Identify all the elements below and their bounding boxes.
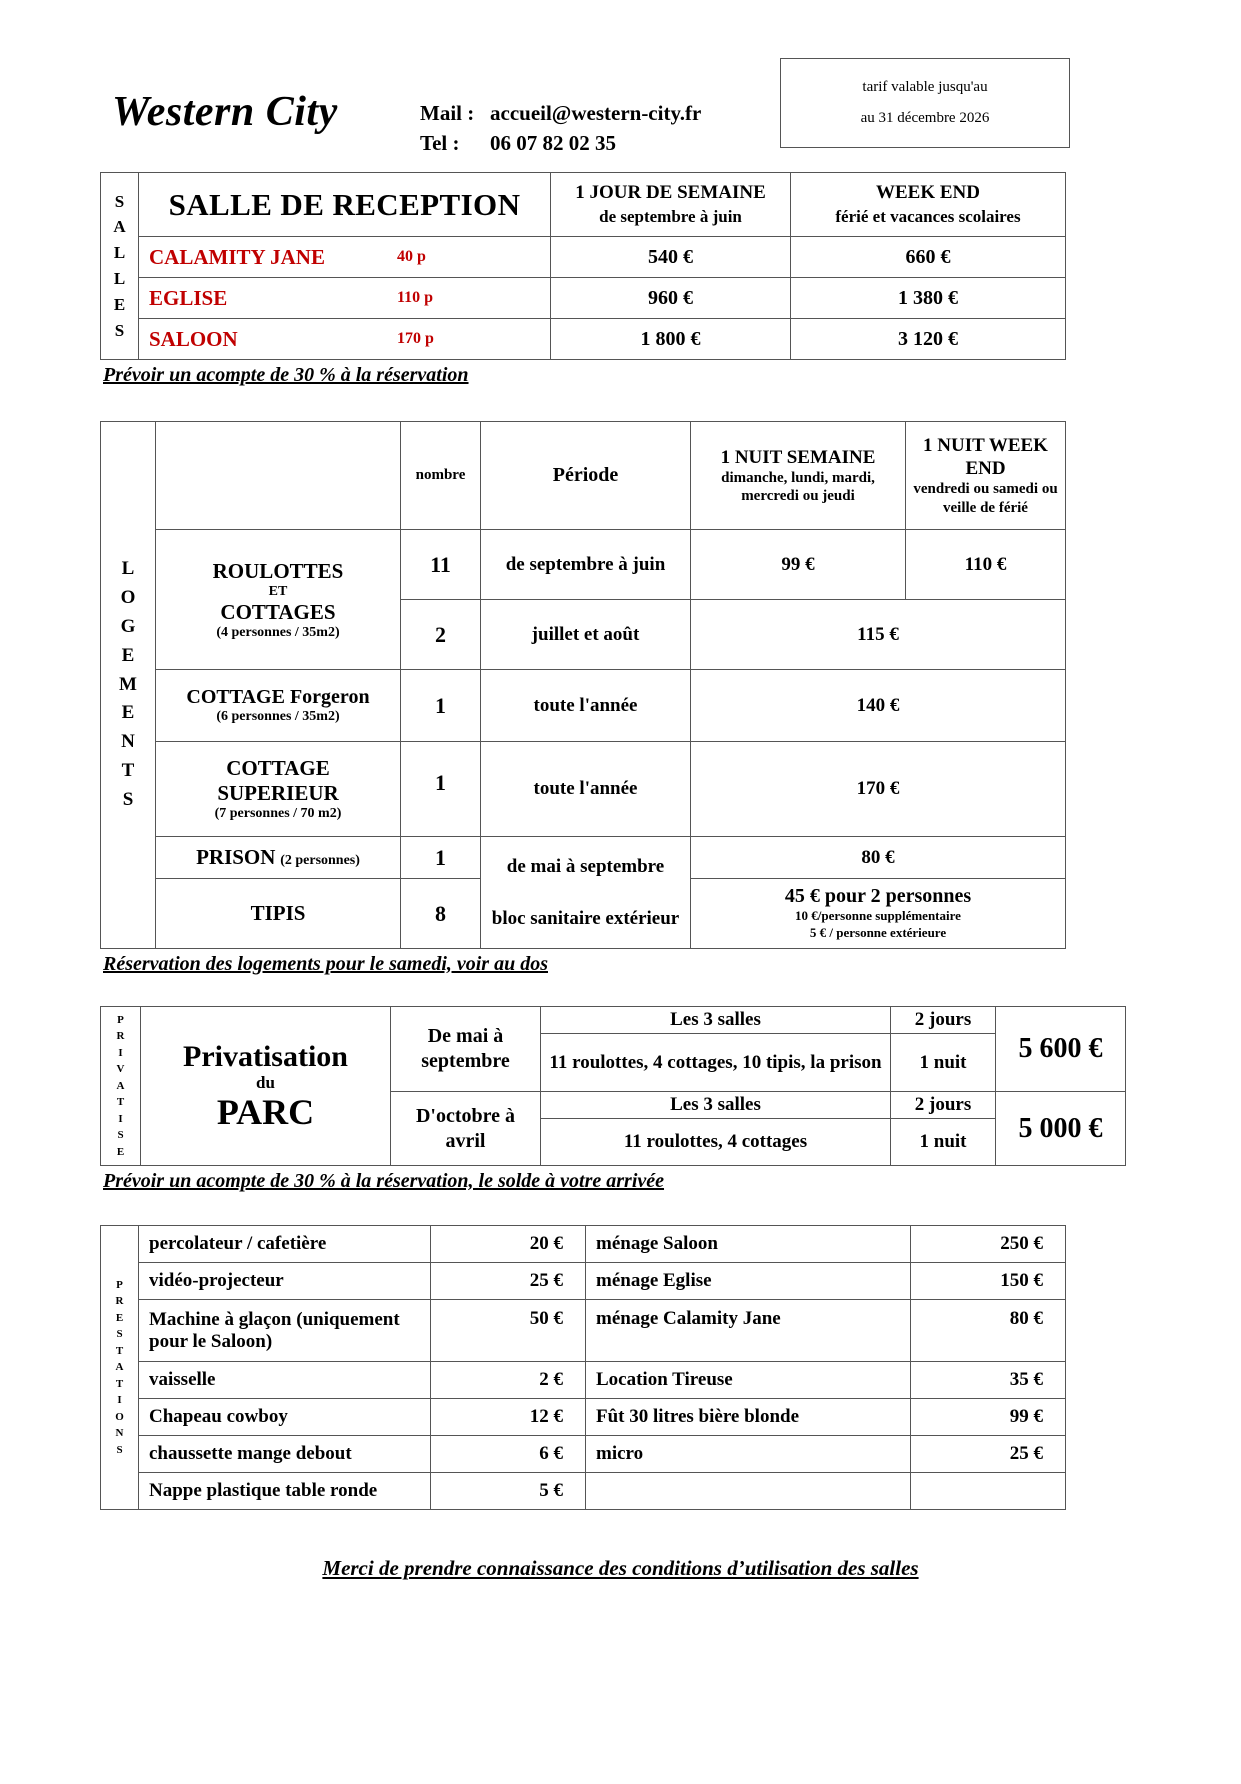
logements-blank-header [156, 422, 401, 530]
privatisation-season-1: De mai à septembre [391, 1007, 541, 1092]
prestation-right-price-4: 99 € [911, 1399, 1066, 1436]
salle-week-0: 540 € [551, 237, 791, 278]
prestation-right-price-2: 80 € [911, 1300, 1066, 1362]
privatisation-s2-line2: 11 roulottes, 4 cottages [541, 1119, 891, 1166]
forgeron-sub: (6 personnes / 35m2) [216, 709, 340, 724]
superieur-qty: 1 [401, 742, 481, 825]
prestation-right-5: micro [586, 1436, 911, 1473]
logements-section [100, 421, 1241, 949]
privatisation-s1-line1: Les 3 salles [541, 1007, 891, 1034]
mail-label: Mail : [420, 101, 475, 125]
prison-label: PRISON [196, 845, 276, 869]
tel-label: Tel : [420, 131, 460, 156]
prestations-table [100, 1225, 1066, 1510]
prison-price: 80 € [691, 837, 1066, 879]
prestation-right-price-1: 150 € [911, 1263, 1066, 1300]
prestation-left-6: Nappe plastique table ronde [139, 1473, 431, 1510]
forgeron-label: COTTAGE Forgeron [186, 686, 370, 708]
superieur-name [156, 742, 401, 837]
table-row [101, 1436, 1066, 1473]
logements-side-label: L O G E M E N T S [101, 422, 156, 949]
table-row [101, 1473, 1066, 1510]
prestation-left-price-5: 6 € [431, 1436, 586, 1473]
superieur-period: toute l'année [481, 742, 691, 837]
table-row [101, 319, 1066, 360]
prestation-right-price-5: 25 € [911, 1436, 1066, 1473]
table-row [101, 530, 1066, 600]
tipis-qty: 8 [401, 879, 481, 949]
privatisation-s2-dur2: 1 nuit [891, 1119, 996, 1166]
salle-label-1: EGLISE [149, 285, 228, 310]
salle-capacity-0: 40 p [397, 248, 426, 265]
salles-side-label: S A L L E S [101, 173, 139, 360]
tipis-note-1: 10 €/personne supplémentaire [795, 908, 961, 924]
footer-note [0, 1556, 1241, 1581]
logements-note: Réservation des logements pour le samedi, voir au dos [103, 953, 548, 975]
logements-h-nombre: nombre [401, 422, 481, 530]
logements-h-nuit-weekend [906, 422, 1066, 530]
forgeron-name [156, 670, 401, 742]
salles-table [100, 172, 1066, 360]
privatisation-s1-line2: 11 roulottes, 4 cottages, 10 tipis, la prison [541, 1034, 891, 1092]
logements-table [100, 421, 1066, 949]
privatisation-side-label: P R I V A T I S E [101, 1007, 141, 1166]
salle-weekend-1: 1 380 € [791, 278, 1066, 319]
roulottes-week-price: 99 € [691, 530, 906, 600]
superieur-price: 170 € [691, 742, 1066, 837]
prestation-left-1: vidéo-projecteur [139, 1263, 431, 1300]
privatisation-parc: PARC [216, 1092, 315, 1133]
footer-note-text: Merci de prendre connaissance des conditions d’utilisation des salles [322, 1556, 919, 1580]
table-row [101, 1007, 1126, 1034]
document-header [0, 30, 1241, 156]
salles-section [100, 172, 1241, 360]
cottages-label: COTTAGES [220, 599, 336, 624]
prestation-left-0: percolateur / cafetière [139, 1226, 431, 1263]
prestations-side-label: P R E S T A T I O N S [101, 1226, 139, 1510]
superieur-label-2: SUPERIEUR [217, 781, 339, 805]
logements-h-nuit-semaine-sub: dimanche, lundi, mardi, mercredi ou jeudi [721, 469, 875, 505]
tipis-note-2: 5 € / personne extérieure [809, 925, 947, 940]
prison-period: de mai à septembre [506, 855, 665, 877]
table-row [101, 742, 1066, 825]
prison-sub: (2 personnes) [280, 853, 360, 868]
salles-col-weekend-title: WEEK END [876, 182, 980, 204]
salle-name-0 [139, 237, 551, 278]
salle-label-0: CALAMITY JANE [149, 244, 325, 269]
roulottes-cottages-name [156, 530, 401, 670]
superieur-qty-spacer [401, 824, 481, 836]
salle-capacity-2: 170 p [397, 330, 434, 347]
prestation-right-price-6 [911, 1473, 1066, 1510]
table-row [101, 670, 1066, 742]
roulottes-qty-1: 11 [401, 530, 481, 600]
privatisation-season-2: D'octobre à avril [391, 1092, 541, 1166]
roulottes-period-2: juillet et août [481, 600, 691, 670]
prestation-right-4: Fût 30 litres bière blonde [586, 1399, 911, 1436]
salle-week-1: 960 € [551, 278, 791, 319]
table-row [101, 1362, 1066, 1399]
table-row [101, 1226, 1066, 1263]
prison-tipis-period [481, 837, 691, 949]
salle-label-2: SALOON [149, 326, 238, 351]
prestation-left-price-6: 5 € [431, 1473, 586, 1510]
prestation-right-3: Location Tireuse [586, 1362, 911, 1399]
roulottes-weekend-price: 110 € [906, 530, 1066, 600]
privatisation-s1-dur1: 2 jours [891, 1007, 996, 1034]
tipis-price: 45 € pour 2 personnes [784, 885, 972, 908]
salles-col-weekday [551, 173, 791, 237]
roulottes-summer-price: 115 € [691, 600, 1066, 670]
salles-note: Prévoir un acompte de 30 % à la réservation [103, 364, 469, 386]
prestation-right-6 [586, 1473, 911, 1510]
tipis-name: TIPIS [156, 879, 401, 949]
prestation-left-price-0: 20 € [431, 1226, 586, 1263]
prestation-left-price-3: 2 € [431, 1362, 586, 1399]
logements-h-nuit-weekend-sub: vendredi ou samedi ou veille de férié [913, 481, 1058, 516]
roulottes-et: ET [268, 583, 288, 599]
prison-qty: 1 [401, 837, 481, 879]
prestation-left-2: Machine à glaçon (uniquement pour le Saloon) [139, 1300, 431, 1362]
forgeron-period: toute l'année [481, 670, 691, 742]
tipis-price-cell [691, 879, 1066, 949]
salle-weekend-0: 660 € [791, 237, 1066, 278]
privatisation-s2-dur1: 2 jours [891, 1092, 996, 1119]
roulottes-label: ROULOTTES [212, 558, 344, 583]
table-row [101, 1300, 1066, 1362]
tariff-document [0, 30, 1241, 1784]
tel-value: 06 07 82 02 35 [490, 131, 616, 156]
salles-col-weekday-sub: de septembre à juin [599, 206, 742, 226]
validity-line-2: au 31 décembre 2026 [860, 110, 990, 126]
prestation-right-price-3: 35 € [911, 1362, 1066, 1399]
prison-name [156, 837, 401, 879]
prestation-left-4: Chapeau cowboy [139, 1399, 431, 1436]
logements-h-nuit-semaine [691, 422, 906, 530]
prestations-section [100, 1225, 1241, 1510]
validity-line-1: tarif valable jusqu'au [862, 79, 988, 95]
prestation-right-1: ménage Eglise [586, 1263, 911, 1300]
prestation-left-5: chaussette mange debout [139, 1436, 431, 1473]
forgeron-qty: 1 [401, 670, 481, 742]
table-row [101, 278, 1066, 319]
forgeron-price: 140 € [691, 670, 1066, 742]
privatisation-s2-line1: Les 3 salles [541, 1092, 891, 1119]
prestation-right-2: ménage Calamity Jane [586, 1300, 911, 1362]
contact-block [420, 98, 701, 159]
privatisation-du: du [256, 1073, 275, 1093]
logements-h-periode: Période [481, 422, 691, 530]
table-row [101, 1399, 1066, 1436]
validity-box [780, 58, 1070, 148]
prestation-left-price-2: 50 € [431, 1300, 586, 1362]
salles-title: SALLE DE RECEPTION [139, 173, 551, 237]
salles-col-weekend-sub: férié et vacances scolaires [835, 206, 1021, 226]
roulottes-cottages-sub: (4 personnes / 35m2) [216, 624, 340, 640]
brand-logo: Western City [112, 89, 338, 135]
prestation-left-price-1: 25 € [431, 1263, 586, 1300]
privatisation-s1-total: 5 600 € [996, 1007, 1126, 1092]
salles-col-weekday-title: 1 JOUR DE SEMAINE [575, 182, 766, 204]
salle-capacity-1: 110 p [397, 289, 434, 306]
roulottes-qty-2: 2 [401, 600, 481, 670]
table-row [101, 237, 1066, 278]
logements-h-nuit-semaine-title: 1 NUIT SEMAINE [720, 446, 876, 468]
tipis-period: bloc sanitaire extérieur [491, 907, 680, 929]
salle-name-1 [139, 278, 551, 319]
salle-name-2 [139, 319, 551, 360]
superieur-label-1: COTTAGE [226, 756, 330, 780]
logements-h-nuit-weekend-title: 1 NUIT WEEK END [923, 435, 1048, 480]
prestation-left-price-4: 12 € [431, 1399, 586, 1436]
table-row [101, 837, 1066, 879]
privatisation-title: Privatisation [183, 1039, 348, 1073]
privatisation-note: Prévoir un acompte de 30 % à la réservation, le solde à votre arrivée [103, 1170, 665, 1192]
salles-col-weekend [791, 173, 1066, 237]
privatisation-s1-dur2: 1 nuit [891, 1034, 996, 1092]
salle-week-2: 1 800 € [551, 319, 791, 360]
roulottes-period-1: de septembre à juin [481, 530, 691, 600]
table-row [101, 1263, 1066, 1300]
mail-value: accueil@western-city.fr [490, 101, 702, 125]
privatisation-title-cell [141, 1007, 391, 1166]
privatisation-s2-total: 5 000 € [996, 1092, 1126, 1166]
prestation-left-3: vaisselle [139, 1362, 431, 1399]
privatisation-section [100, 1006, 1241, 1166]
prestation-right-0: ménage Saloon [586, 1226, 911, 1263]
prestation-right-price-0: 250 € [911, 1226, 1066, 1263]
salle-weekend-2: 3 120 € [791, 319, 1066, 360]
privatisation-table [100, 1006, 1126, 1166]
superieur-sub: (7 personnes / 70 m2) [214, 806, 342, 821]
